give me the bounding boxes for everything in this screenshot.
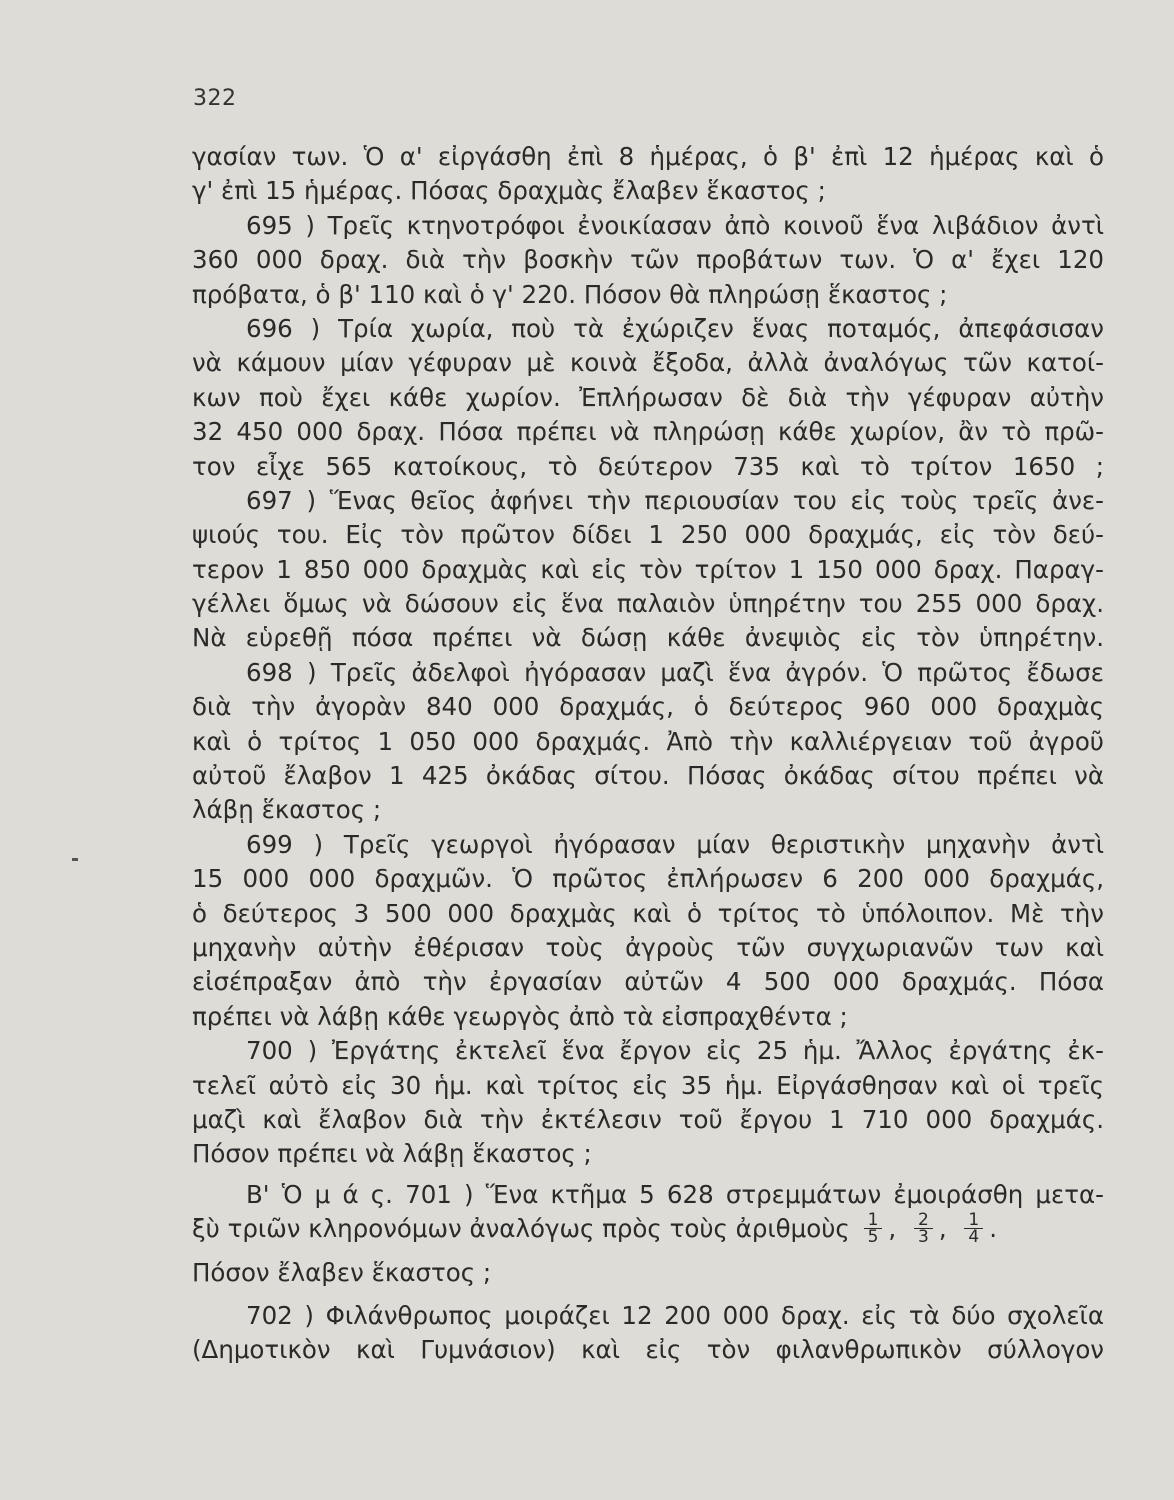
fraction-separator: . (989, 1214, 998, 1244)
problem-696-start: 696 ) Τρία χωρία, ποὺ τὰ ἐχώριζεν ἕνας ποταμός, ἀπεφάσισαν (246, 313, 1104, 343)
text-line: τερον 1 850 000 δραχμὰς καὶ εἰς τὸν τρίτον 1 150 000 δραχ. Παραγ- (192, 554, 1104, 584)
text-line: μαζὶ καὶ ἔλαβον διὰ τὴν ἐκτέλεσιν τοῦ ἔργου 1 710 000 δραχμάς. (192, 1104, 1104, 1134)
fraction-denominator: 3 (914, 1228, 933, 1245)
text-line: γέλλει ὅμως νὰ δώσουν εἰς ἕνα παλαιὸν ὑπηρέτην του 255 000 δραχ. (192, 589, 1104, 619)
text-line: μηχανὴν αὐτὴν ἐθέρισαν τοὺς ἀγροὺς τῶν συγχωριανῶν των καὶ (192, 932, 1104, 962)
text-line: ὁ δεύτερος 3 500 000 δραχμὰς καὶ ὁ τρίτος τὸ ὑπόλοιπον. Μὲ τὴν (192, 898, 1104, 928)
fraction-one-fifth (864, 1212, 883, 1245)
text-line: πρόβατα, ὁ β' 110 καὶ ὁ γ' 220. Πόσον θὰ πληρώσῃ ἕκαστος ; (192, 279, 948, 309)
fraction-numerator: 1 (867, 1212, 879, 1230)
text-line: ψιούς του. Εἰς τὸν πρῶτον δίδει 1 250 000 δραχμάς, εἰς τὸν δεύ- (192, 520, 1104, 550)
text-line: 32 450 000 δραχ. Πόσα πρέπει νὰ πληρώσῃ κάθε χωρίον, ἂν τὸ πρῶ- (192, 417, 1104, 447)
fraction-line (192, 1212, 1104, 1256)
problem-700-start: 700 ) Ἐργάτης ἐκτελεῖ ἕνα ἔργον εἰς 25 ἡμ. Ἄλλος ἐργάτης ἐκ- (246, 1036, 1104, 1066)
problem-699-start: 699 ) Τρεῖς γεωργοὶ ἠγόρασαν μίαν θεριστικὴν μηχανὴν ἀντὶ (246, 829, 1104, 859)
text-line: εἰσέπραξαν ἀπὸ τὴν ἐργασίαν αὐτῶν 4 500 000 δραχμάς. Πόσα (192, 967, 1104, 997)
fraction-denominator: 4 (964, 1228, 983, 1245)
group-b-problem-701-start: Β' Ὁ μ ά ς. 701 ) Ἕνα κτῆμα 5 628 στρεμμάτων ἐμοιράσθη μετα- (246, 1179, 1104, 1209)
text-line: αὐτοῦ ἔλαβον 1 425 ὀκάδας σίτου. Πόσας ὀκάδας σίτου πρέπει νὰ (192, 761, 1104, 791)
text-line: γασίαν των. Ὁ α' εἰργάσθη ἐπὶ 8 ἡμέρας, ὁ β' ἐπὶ 12 ἡμέρας καὶ ὁ (192, 142, 1104, 171)
fraction-numerator: 1 (968, 1212, 980, 1230)
text-line: καὶ ὁ τρίτος 1 050 000 δραχμάς. Ἀπὸ τὴν καλλιέργειαν τοῦ ἀγροῦ (192, 726, 1104, 756)
text-line: Πόσον πρέπει νὰ λάβῃ ἕκαστος ; (192, 1139, 592, 1169)
text-line: γ' ἐπὶ 15 ἡμέρας. Πόσας δραχμὰς ἔλαβεν ἕκαστος ; (192, 176, 826, 206)
text-line: Πόσον ἔλαβεν ἕκαστος ; (192, 1258, 492, 1288)
text-segment: ξὺ τριῶν κληρονόμων ἀναλόγως πρὸς τοὺς ἀριθμοὺς (192, 1214, 850, 1244)
fraction-separator: , (888, 1214, 897, 1244)
problem-702-start: 702 ) Φιλάνθρωπος μοιράζει 12 200 000 δραχ. εἰς τὰ δύο σχολεῖα (246, 1300, 1104, 1330)
page-number: 322 (193, 86, 237, 111)
problem-695-start: 695 ) Τρεῖς κτηνοτρόφοι ἐνοικίασαν ἀπὸ κοινοῦ ἕνα λιβάδιον ἀντὶ (246, 210, 1104, 240)
text-line: κων ποὺ ἔχει κάθε χωρίον. Ἐπλήρωσαν δὲ διὰ τὴν γέφυραν αὐτὴν (192, 382, 1104, 412)
text-line: 360 000 δραχ. διὰ τὴν βοσκὴν τῶν προβάτων των. Ὁ α' ἔχει 120 (192, 245, 1104, 275)
text-line: Νὰ εὑρεθῇ πόσα πρέπει νὰ δώσῃ κάθε ἀνεψιὸς εἰς τὸν ὑπηρέτην. (192, 623, 1104, 653)
problem-698-start: 698 ) Τρεῖς ἀδελφοὶ ἠγόρασαν μαζὶ ἕνα ἀγρόν. Ὁ πρῶτος ἔδωσε (246, 657, 1104, 687)
page-body (192, 140, 1104, 1367)
fraction-numerator: 2 (918, 1212, 929, 1230)
problem-697-start: 697 ) Ἕνας θεῖος ἀφήνει τὴν περιουσίαν του εἰς τοὺς τρεῖς ἀνε- (246, 485, 1104, 515)
text-line: διὰ τὴν ἀγορὰν 840 000 δραχμάς, ὁ δεύτερος 960 000 δραχμὰς (192, 692, 1104, 722)
fraction-two-thirds (914, 1212, 933, 1245)
text-line: τον εἶχε 565 κατοίκους, τὸ δεύτερον 735 καὶ τὸ τρίτον 1650 ; (192, 451, 1104, 481)
text-line: λάβῃ ἕκαστος ; (192, 795, 382, 825)
text-line: 15 000 000 δραχμῶν. Ὁ πρῶτος ἐπλήρωσεν 6 200 000 δραχμάς, (192, 864, 1104, 894)
fraction-denominator: 5 (864, 1228, 883, 1245)
text-line: πρέπει νὰ λάβῃ κάθε γεωργὸς ἀπὸ τὰ εἰσπραχθέντα ; (192, 1001, 848, 1031)
fraction-separator: , (938, 1214, 947, 1244)
fraction-one-fourth (964, 1212, 983, 1245)
text-line: νὰ κάμουν μίαν γέφυραν μὲ κοινὰ ἔξοδα, ἀλλὰ ἀναλόγως τῶν κατοί- (192, 348, 1104, 378)
text-line: (Δημοτικὸν καὶ Γυμνάσιον) καὶ εἰς τὸν φιλανθρωπικὸν σύλλογον (192, 1334, 1104, 1364)
margin-mark (72, 858, 78, 861)
text-line: τελεῖ αὐτὸ εἰς 30 ἡμ. καὶ τρίτος εἰς 35 ἡμ. Εἰργάσθησαν καὶ οἱ τρεῖς (192, 1070, 1104, 1100)
